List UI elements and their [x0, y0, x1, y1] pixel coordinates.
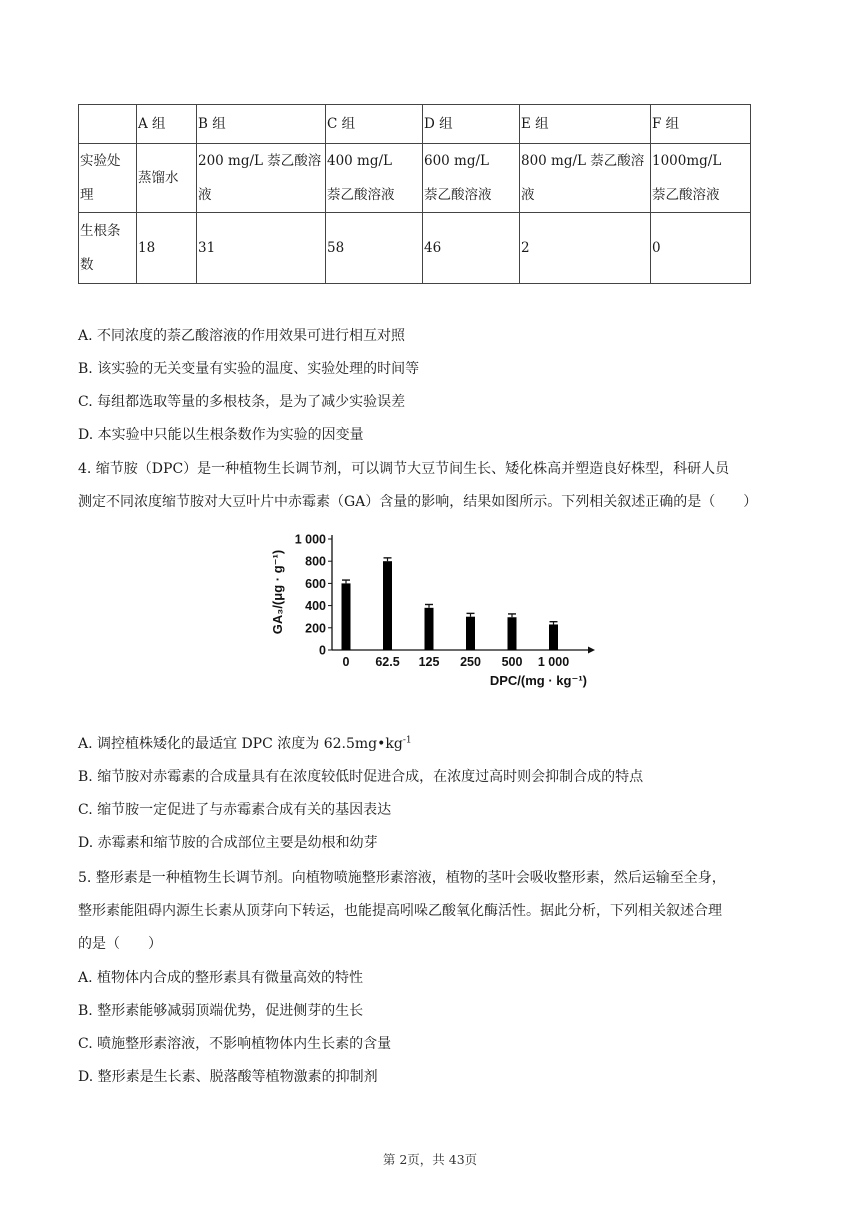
table-cell: 18: [137, 213, 197, 284]
q4-stem-line-2: 测定不同浓度缩节胺对大豆叶片中赤霉素（GA）含量的影响，结果如图所示。下列相关叙述正确的是（ ）: [78, 494, 758, 510]
table-cell: 600 mg/L 萘乙酸溶液: [423, 144, 520, 213]
q5-option-c: C. 喷施整形素溶液，不影响植物体内生长素的含量: [78, 1036, 392, 1052]
x-axis-arrow-icon: [588, 647, 595, 654]
table-cell: 蒸馏水: [137, 144, 197, 213]
bar: [342, 583, 351, 650]
x-tick-label: 500: [501, 655, 523, 669]
table-header-row: [79, 105, 751, 144]
ga-content-bar-chart: [262, 527, 602, 697]
q5-option-b: B. 整形素能够减弱顶端优势，促进侧芽的生长: [78, 1003, 364, 1019]
y-tick-label: 200: [305, 621, 326, 636]
bar: [466, 617, 475, 650]
bar: [508, 617, 517, 650]
table-cell: 1000mg/L 萘乙酸溶液: [651, 144, 751, 213]
q3-option-b: B. 该实验的无关变量有实验的温度、实验处理的时间等: [78, 361, 420, 377]
table-header-cell: B 组: [197, 105, 326, 144]
y-tick-label: 1 000: [294, 532, 326, 547]
table-row-treatment: [79, 144, 751, 213]
q5-option-a: A. 植物体内合成的整形素具有微量高效的特性: [78, 970, 364, 986]
option-a-superscript: -1: [402, 735, 412, 746]
x-tick-label: 125: [418, 655, 440, 669]
page-footer: 第 2页，共 43页: [382, 1152, 478, 1167]
table-row-roots: [79, 213, 751, 284]
table-header-cell: D 组: [423, 105, 520, 144]
table-cell: 58: [326, 213, 423, 284]
y-axis-label: GA₃/(μg · g⁻¹): [270, 549, 285, 635]
table-header-cell: E 组: [520, 105, 651, 144]
table-header-cell: [79, 105, 137, 144]
x-axis-label: DPC/(mg · kg⁻¹): [489, 673, 587, 688]
table-cell: 200 mg/L 萘乙酸溶 液: [197, 144, 326, 213]
table-cell: 800 mg/L 萘乙酸溶 液: [520, 144, 651, 213]
q4-option-d: D. 赤霉素和缩节胺的合成部位主要是幼根和幼芽: [78, 835, 378, 851]
row-label-roots: 生根条 数: [79, 213, 137, 284]
table-cell: 0: [651, 213, 751, 284]
table-cell: 400 mg/L 萘乙酸溶液: [326, 144, 423, 213]
bar: [383, 561, 392, 650]
bar: [549, 624, 558, 650]
row-label-treatment: 实验处 理: [79, 144, 137, 213]
x-tick-label: 250: [460, 655, 481, 669]
q5-stem-line-3: 的是（ ）: [78, 936, 162, 952]
q4-stem-line-1: 4. 缩节胺（DPC）是一种植物生长调节剂，可以调节大豆节间生长、矮化株高并塑造良好株型，科研人员: [78, 461, 730, 477]
bar: [425, 608, 434, 650]
q4-option-b: B. 缩节胺对赤霉素的合成量具有在浓度较低时促进合成，在浓度过高时则会抑制合成的特点: [78, 769, 644, 785]
table-header-cell: C 组: [326, 105, 423, 144]
q5-stem-line-2: 整形素能阻碍内源生长素从顶芽向下转运，也能提高吲哚乙酸氧化酶活性。据此分析，下列相关叙述合理: [78, 903, 722, 919]
q5-stem-line-1: 5. 整形素是一种植物生长调节剂。向植物喷施整形素溶液，植物的茎叶会吸收整形素，然后运输至全身，: [78, 870, 726, 886]
experiment-table: [78, 104, 751, 284]
q3-option-d: D. 本实验中只能以生根条数作为实验的因变量: [78, 427, 364, 443]
table-header-cell: A 组: [137, 105, 197, 144]
q4-option-a: A. 调控植株矮化的最适宜 DPC 浓度为 $62.5mg•kg^{-1}$: [78, 735, 412, 752]
y-tick-label: 0: [319, 643, 326, 658]
x-tick-label: 1 000: [537, 655, 570, 669]
q4-option-c: C. 缩节胺一定促进了与赤霉素合成有关的基因表达: [78, 802, 392, 818]
table-cell: 31: [197, 213, 326, 284]
q3-option-c: C. 每组都选取等量的多根枝条，是为了减少实验误差: [78, 394, 406, 410]
y-tick-label: 400: [305, 599, 326, 614]
y-tick-label: 800: [305, 554, 326, 569]
q5-option-d: D. 整形素是生长素、脱落酸等植物激素的抑制剂: [78, 1069, 378, 1085]
table-cell: 46: [423, 213, 520, 284]
x-tick-label: 0: [342, 655, 350, 669]
q3-option-a: A. 不同浓度的萘乙酸溶液的作用效果可进行相互对照: [78, 328, 406, 344]
y-tick-label: 600: [305, 576, 326, 591]
table-header-cell: F 组: [651, 105, 751, 144]
x-tick-label: 62.5: [375, 655, 400, 669]
table-cell: 2: [520, 213, 651, 284]
